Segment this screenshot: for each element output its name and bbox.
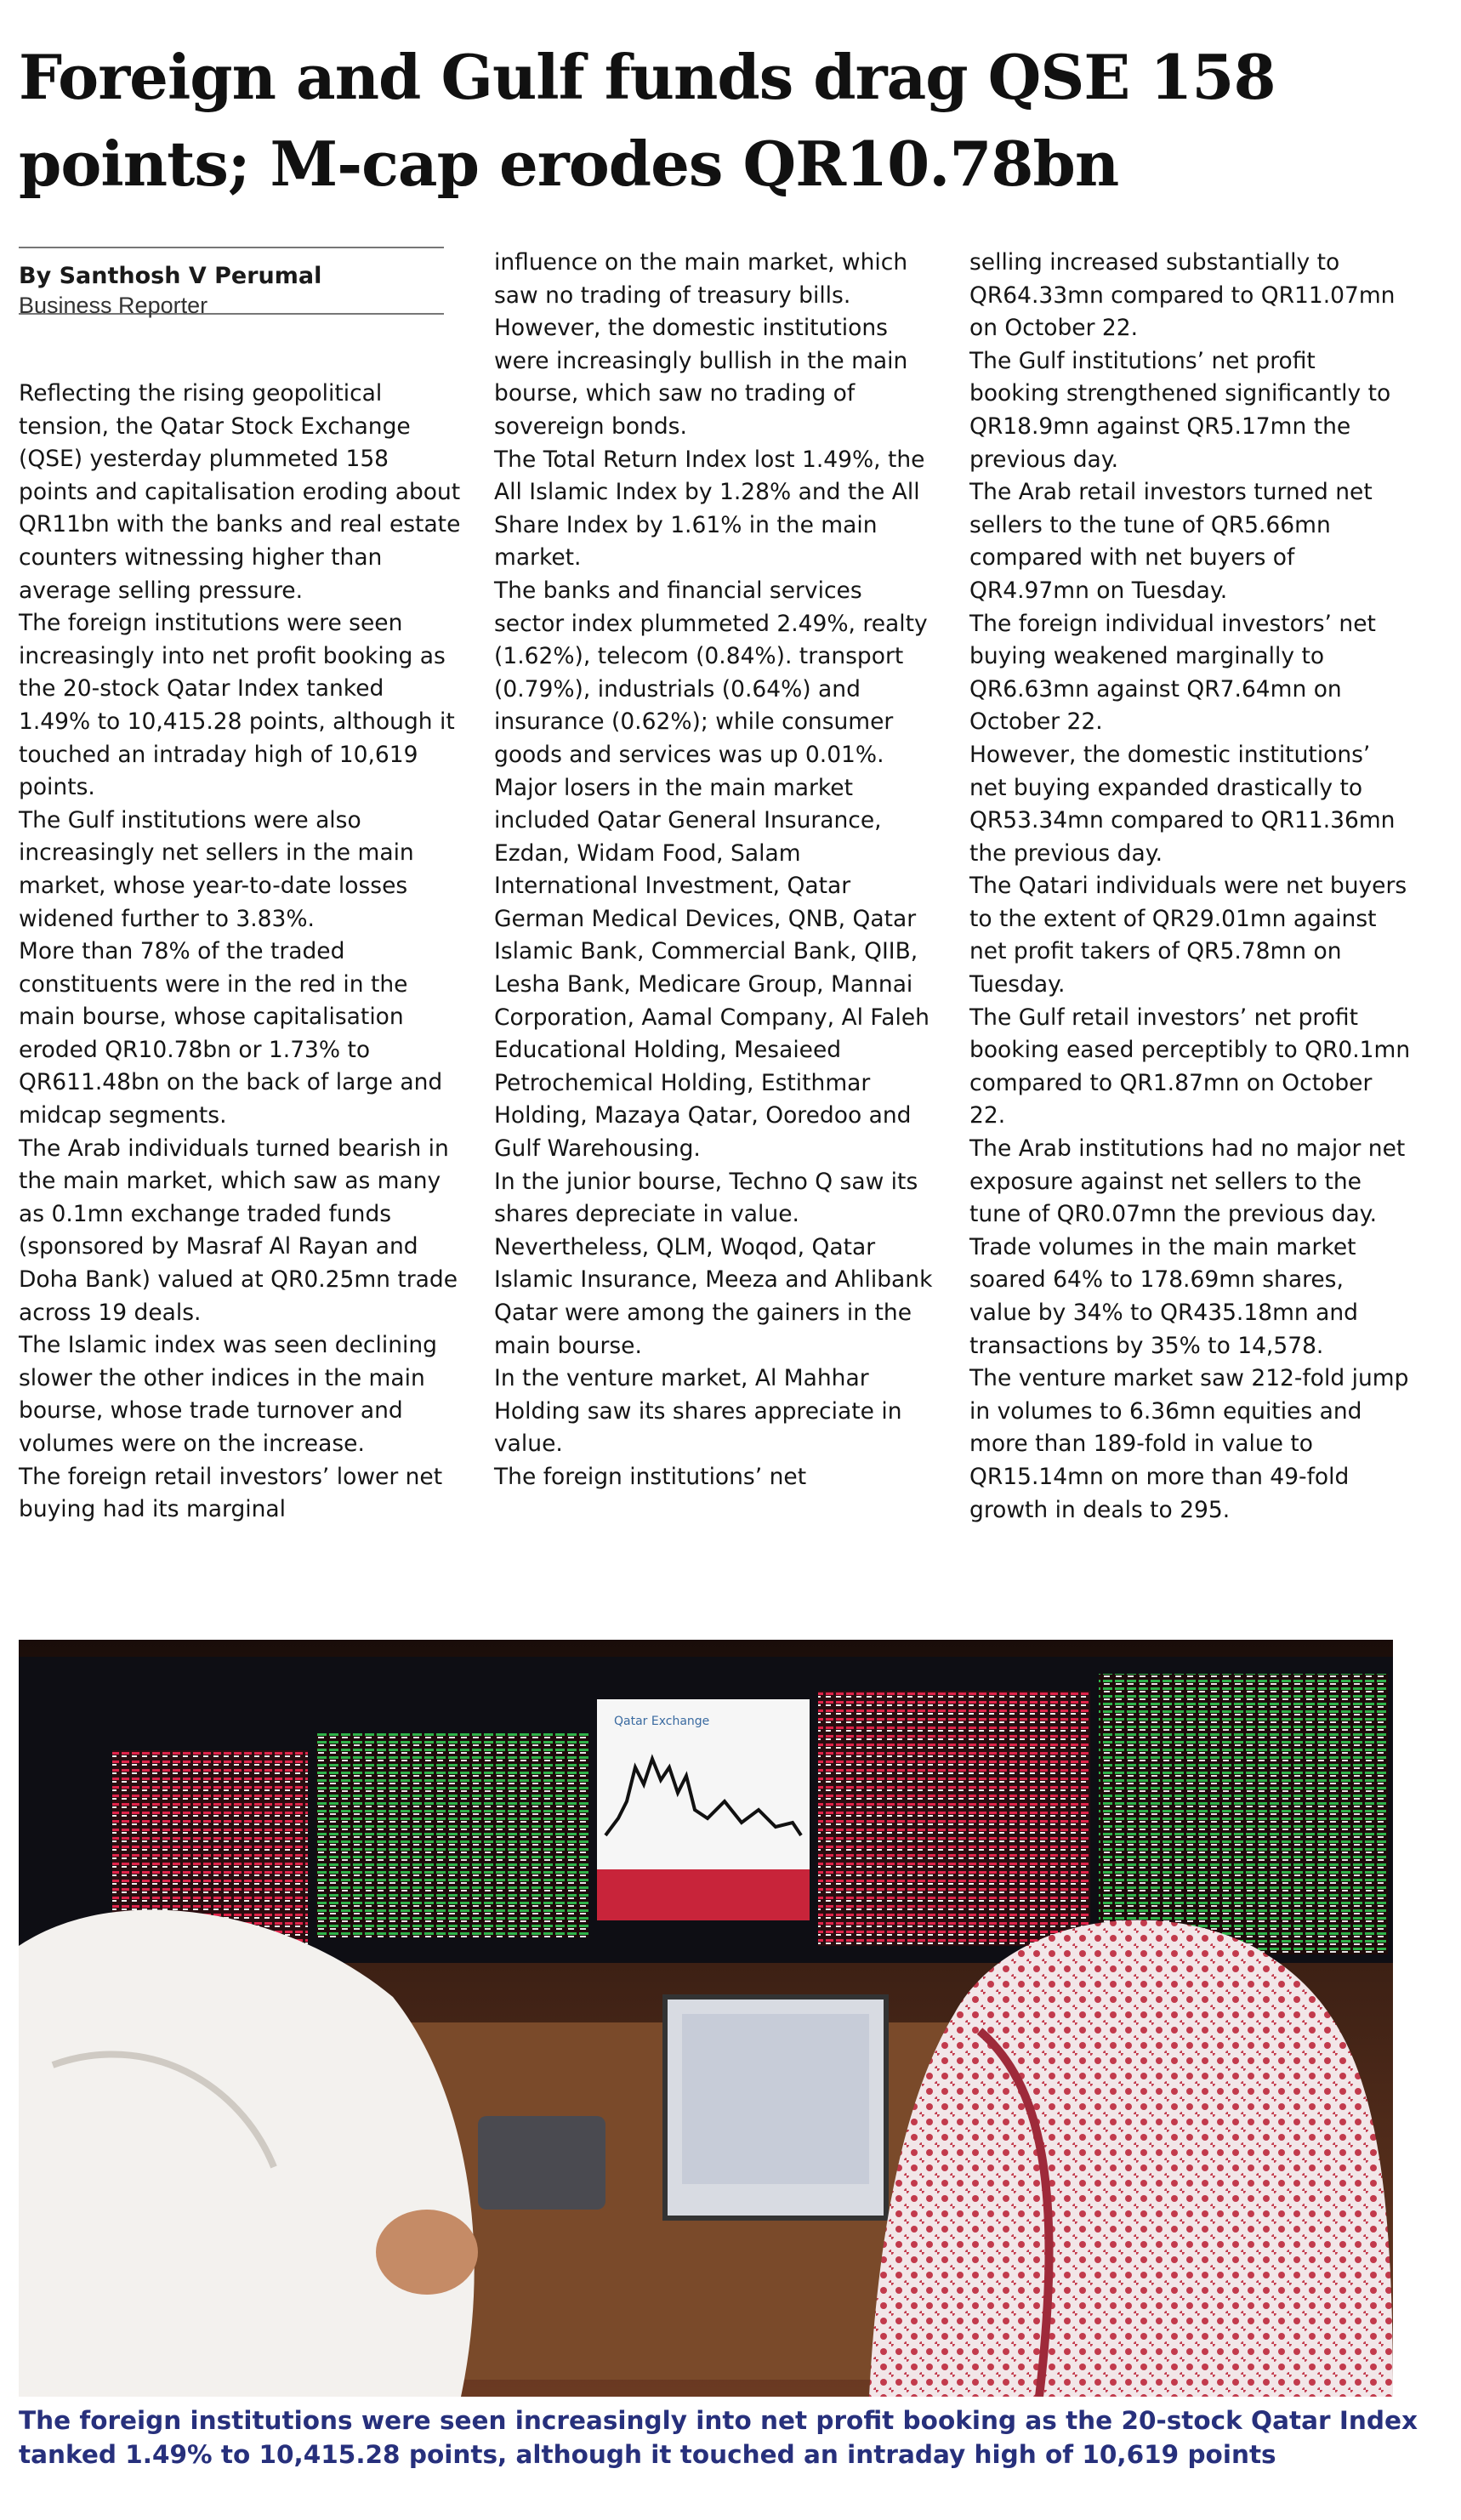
byline: [19, 247, 444, 318]
headline: Foreign and Gulf funds drag QSE 158 points; M-cap erodes QR10.78bn: [19, 41, 1276, 200]
article-column-1: [19, 378, 461, 1527]
screen-brand: Qatar Exchange: [614, 1715, 710, 1728]
trading-floor-photo: [19, 1640, 1393, 2397]
photo-caption: The foreign institutions were seen increasingly into net profit booking as the 20-stock Qatar Index tanked 1.49% to 10,415.28 points, although it touched an intraday high of 10,619 points: [19, 2406, 1418, 2469]
article-column-3: [969, 247, 1412, 1527]
article-column-2: [494, 247, 936, 1494]
author-name: By Santhosh V Perumal: [19, 263, 322, 289]
column-text: influence on the main market, which saw no trading of treasury bills. However, the domestic institutions were increasingly bullish in the main bourse, which saw no trading of sovereign bonds. The Total Return Index lost 1.49%, the All Islamic Index by 1.28% and the All Share Index by 1.61% in the main market. The banks and financial services sector index plummeted 2.49%, realty (1.62%), telecom (0.84%). transport (0.79%), industrials (0.64%) and insurance (0.62%); while consumer goods and services was up 0.01%. Major losers in the main market included Qatar General Insurance, Ezdan, Widam Food, Salam International Investment, Qatar German Medical Devices, QNB, Qatar Islamic Bank, Commercial Bank, QIIB, Lesha Bank, Medicare Group, Mannai Corporation, Aamal Company, Al Faleh Educational Holding, Mesaieed Petrochemical Holding, Estithmar Holding, Mazaya Qatar, Ooredoo and Gulf Warehousing. In the junior bourse, Techno Q saw its shares depreciate in value. Nevertheless, QLM, Woqod, Qatar Islamic Insurance, Meeza and Ahlibank Qatar were among the gainers in the main bourse. In the venture market, Al Mahhar Holding saw its shares appreciate in value. The foreign institutions’ net: [494, 249, 933, 1490]
column-text: Reflecting the rising geopolitical tension, the Qatar Stock Exchange (QSE) yesterday plummeted 158 points and capitalisation eroding about QR11bn with the banks and real estate counters witnessing higher than average selling pressure. The foreign institutions were seen increasingly into net profit booking as the 20-stock Qatar Index tanked 1.49% to 10,415.28 points, although it touched an intraday high of 10,619 points. The Gulf institutions were also increasingly net sellers in the main market, whose year-to-date losses widened further to 3.83%. More than 78% of the traded constituents were in the red in the main bourse, whose capitalisation eroded QR10.78bn or 1.73% to QR611.48bn on the back of large and midcap segments. The Arab individuals turned bearish in the main market, which saw as many as 0.1mn exchange traded funds (sponsored by Masraf Al Rayan and Doha Bank) valued at QR0.25mn trade across 19 deals. The Islamic index was seen declining slower the other indices in the main bourse, whose trade turnover and volumes were on the increase. The foreign retail investors’ lower net buying had its marginal: [19, 380, 461, 1523]
column-text: selling increased substantially to QR64.33mn compared to QR11.07mn on October 22. The Gulf institutions’ net profit booking strengthened significantly to QR18.9mn against QR5.17mn the previous day. The Arab retail investors turned net sellers to the tune of QR5.66mn compared with net buyers of QR4.97mn on Tuesday. The foreign individual investors’ net buying weakened marginally to QR6.63mn against QR7.64mn on October 22. However, the domestic institutions’ net buying expanded drastically to QR53.34mn compared to QR11.36mn the previous day. The Qatari individuals were net buyers to the extent of QR29.01mn against net profit takers of QR5.78mn on Tuesday. The Gulf retail investors’ net profit booking eased perceptibly to QR0.1mn compared to QR1.87mn on October 22. The Arab institutions had no major net exposure against net sellers to the tune of QR0.07mn the previous day. Trade volumes in the main market soared 64% to 178.69mn shares, value by 34% to QR435.18mn and transactions by 35% to 14,578. The venture market saw 212-fold jump in volumes to 6.36mn equities and more than 189-fold in value to QR15.14mn on more than 49-fold growth in deals to 295.: [969, 249, 1411, 1523]
author-role: Business Reporter: [19, 293, 208, 318]
